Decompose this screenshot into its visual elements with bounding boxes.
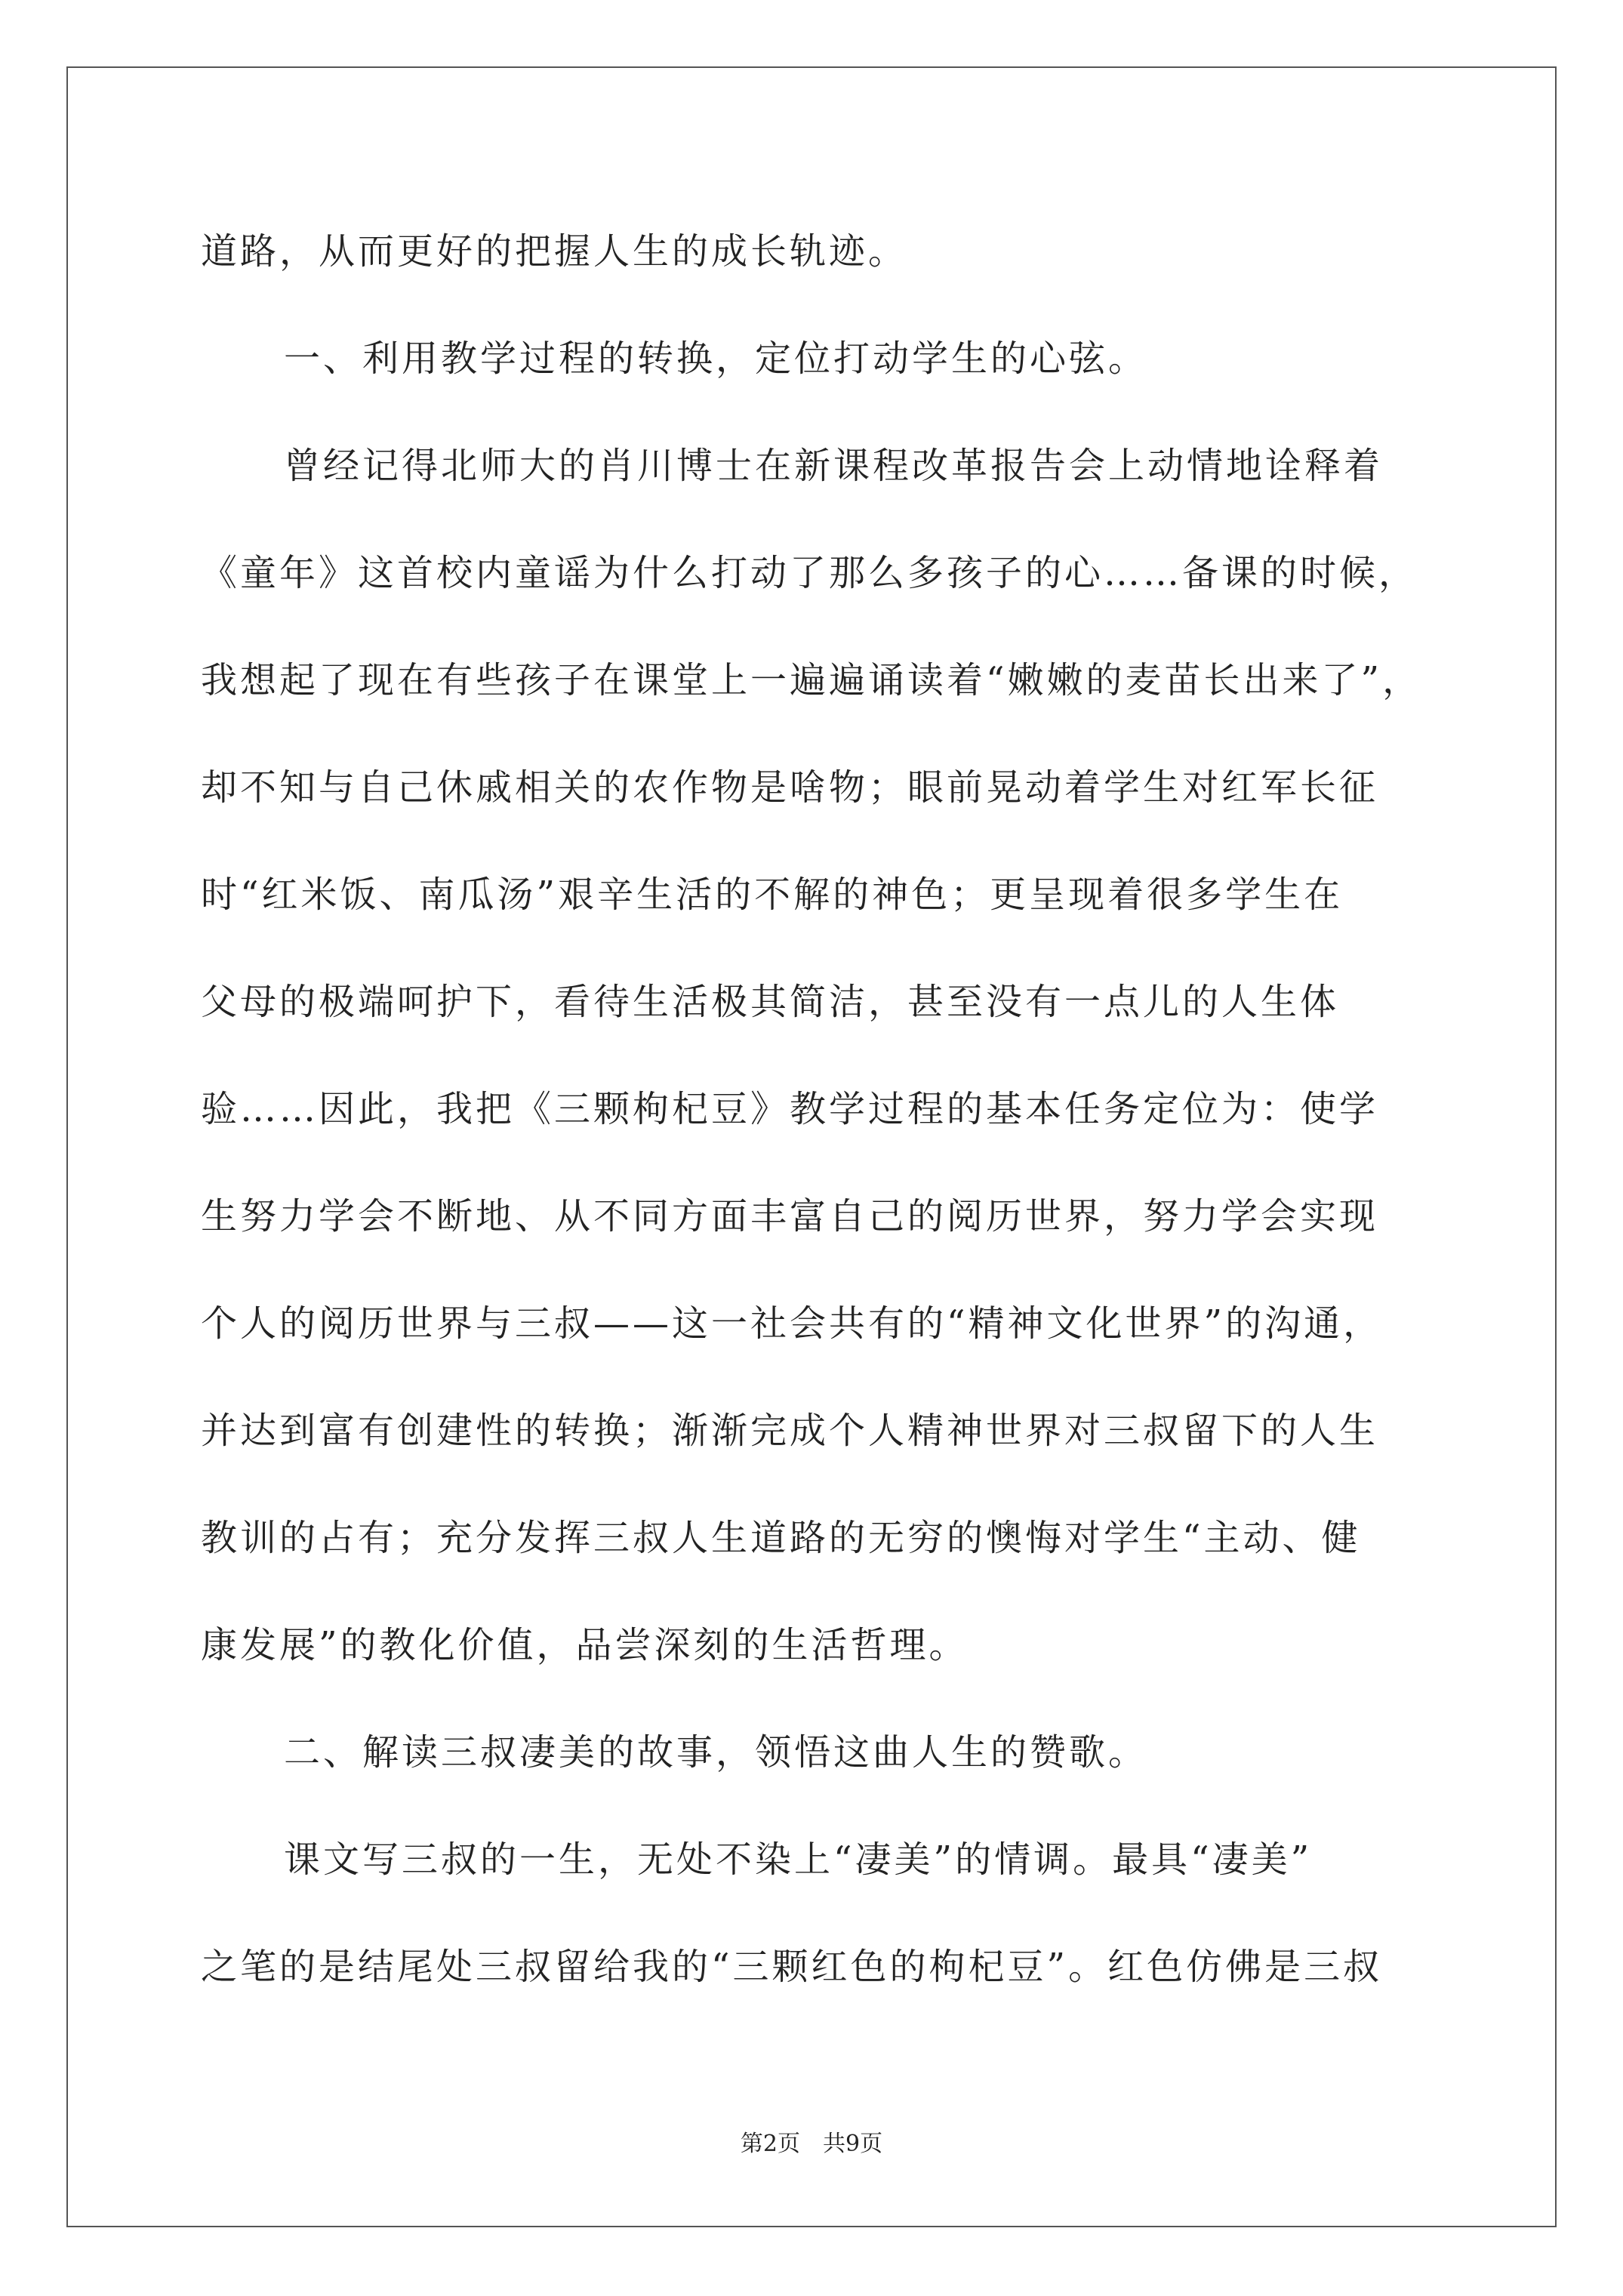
text-line: 时“红米饭、南瓜汤”艰辛生活的不解的神色；更呈现着很多学生在 [201,874,1344,916]
text-line: 并达到富有创建性的转换；渐渐完成个人精神世界对三叔留下的人生 [201,1410,1379,1452]
text-line: 道路，从而更好的把握人生的成长轨迹。 [201,230,908,273]
text-line: 我想起了现在有些孩子在课堂上一遍遍诵读着“嫩嫩的麦苗长出来了”， [201,659,1422,701]
text-line: 康发展”的教化价值，品尝深刻的生活哲理。 [201,1624,969,1666]
text-line: 父母的极端呵护下，看待生活极其简洁，甚至没有一点儿的人生体 [201,981,1340,1023]
text-line: 《童年》这首校内童谣为什么打动了那么多孩子的心……备课的时候， [201,552,1418,594]
text-line: 曾经记得北师大的肖川博士在新课程改革报告会上动情地诠释着 [284,445,1384,487]
section-heading-2: 二、解读三叔凄美的故事，领悟这曲人生的赞歌。 [284,1731,1148,1774]
page-number-footer: 第2页 共9页 [740,2131,883,2157]
document-body [201,198,1439,2020]
section-heading-1: 一、利用教学过程的转换，定位打动学生的心弦。 [284,337,1148,380]
text-line: 教训的占有；充分发挥三叔人生道路的无穷的懊悔对学生“主动、健 [201,1517,1361,1559]
text-line: 之笔的是结尾处三叔留给我的“三颗红色的枸杞豆”。红色仿佛是三叔 [201,1946,1383,1988]
text-line: 却不知与自己休戚相关的农作物是啥物；眼前晃动着学生对红军长征 [201,766,1379,809]
text-line: 验……因此，我把《三颗枸杞豆》教学过程的基本任务定位为：使学 [201,1088,1379,1130]
text-line: 课文写三叔的一生，无处不染上“凄美”的情调。最具“凄美” [284,1838,1313,1881]
text-line: 生努力学会不断地、从不同方面丰富自己的阅历世界，努力学会实现 [201,1195,1379,1237]
text-line: 个人的阅历世界与三叔——这一社会共有的“精神文化世界”的沟通， [201,1302,1383,1345]
